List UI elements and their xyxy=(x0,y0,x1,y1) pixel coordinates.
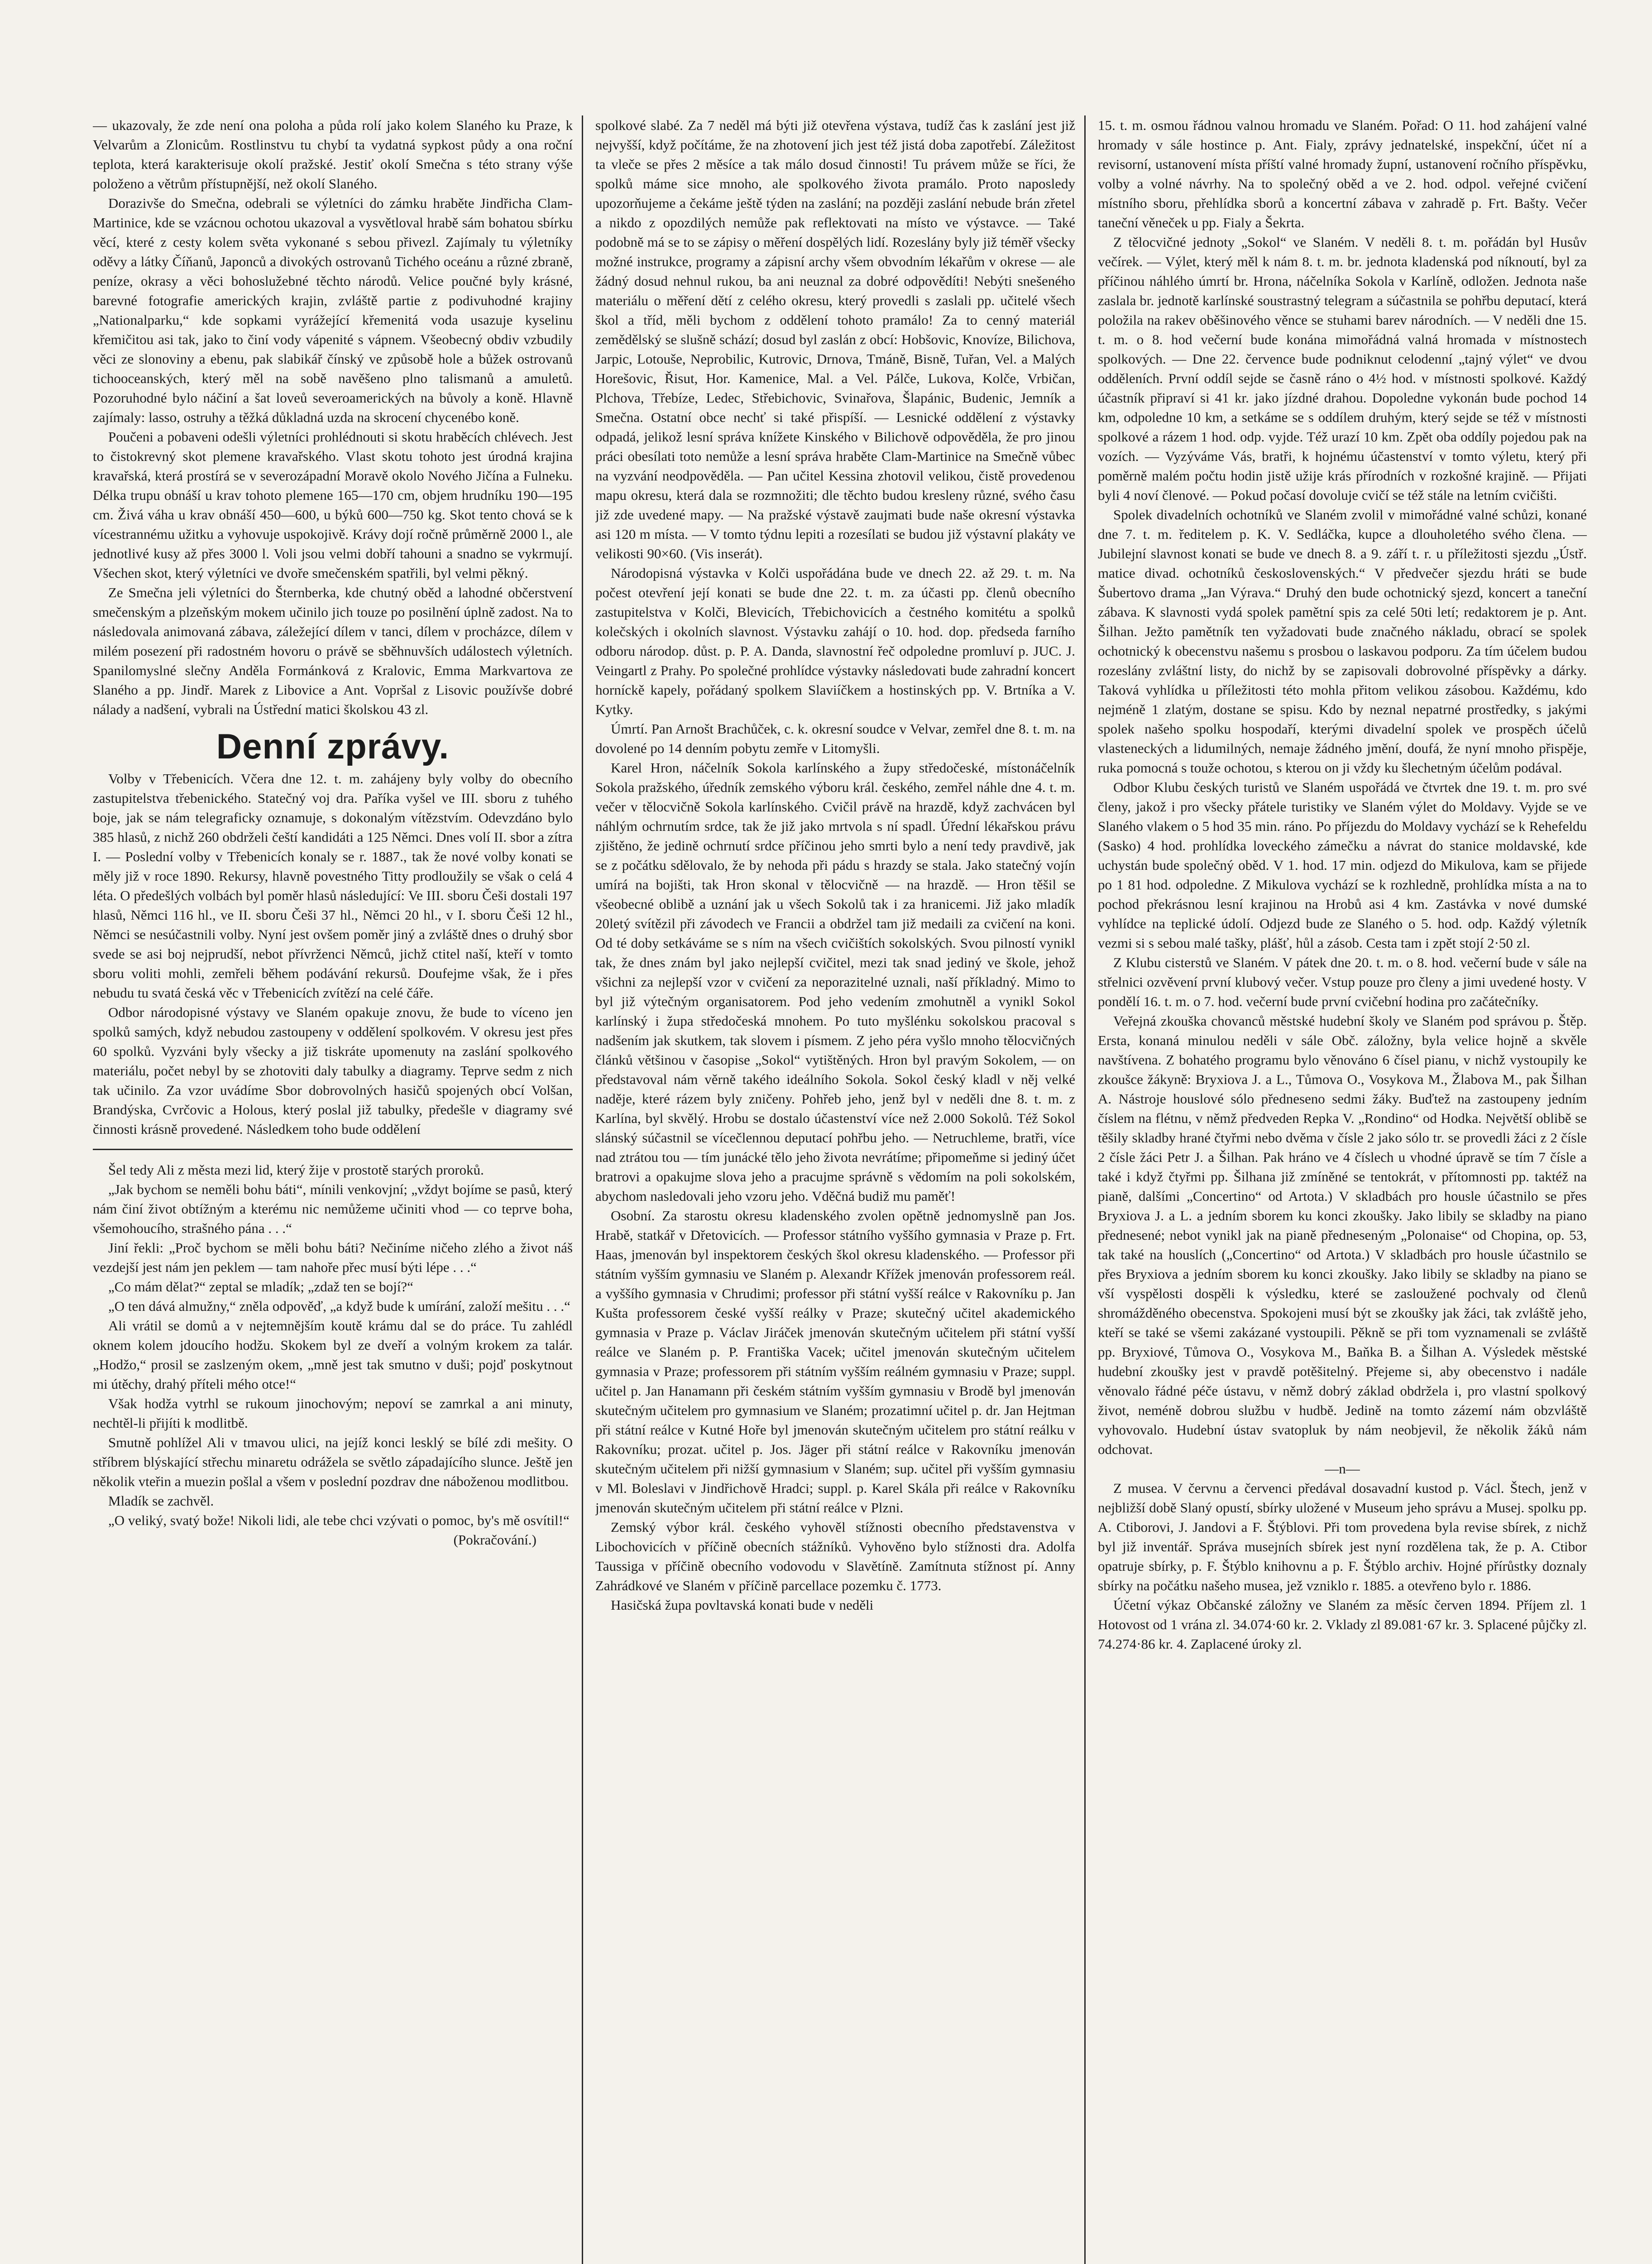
news-item-vystava: Odbor národopisné výstavy ve Slaném opakuje znovu, že bude to víceno jen spolků samých, když nebudou zastoupeny v oddělení spolkovém. V okresu jest přes 60 spolků. Vyzváni byly všecky a již tiskráte upomenuty na zaslání spolkového materiálu, počet nebyl by se zhotoviti daly tabulky a diagramy. Teprve sedm z nich tak učinilo. Za vzor uvádíme Sbor dobrovolných hasičů spojených obcí Volšan, Brandýska, Cvrčovic a Holous, který poslal již tabulky, předešle v diagramy své činnosti krásně provedené. Následkem toho bude oddělení xyxy=(93,1004,573,1137)
author-mark: —n— xyxy=(1325,1461,1360,1477)
continuation-note: (Pokračování.) xyxy=(453,1532,536,1548)
news-item-hron: Karel Hron, náčelník Sokola karlínského a župy středočeské, místonáčelník Sokola pražského, úředník zemského výboru král. českého, zemřel náhle dne 4. t. m. večer v tělocvičně Sokola karlínského. Cvičil právě na hrazdě, když zachvácen byl náhlým ochrnutím srdce, tak že již jako mrtvola s ní spadl. Úřední lékařskou právu zjištěno, že jedině ochrnutí srdce příčinou jeho smrti bylo a není tedy pravdivě, jak se z počátku sdělovalo, že by nehoda při pádu s hrazdy se stala. Jako statečný vojín umírá na bojišti, tak Hron skonal v tělocvičně — na hrazdě. — Hron těšil se všeobecné oblibě a uznání jak u všech Sokolů tak i za hranicemi. Již jako mladík 20letý svítězil při závodech ve Francii a obdržel tam již medaili za cvičení na koni. Od té doby setkáváme se s ním na všech cvičištích sokolských. Svou pilností vynikl tak, že dnes znám byl jako nejlepší cvičitel, mezi tak snad jediný ve škole, jehož všichni za nejlepší vzor v cvičení za neporazitelné uznali, naší příkladný. Mimo to byl již výtečným organisatorem. Pod jeho vedením zmohutněl a vynikl Sokol karlínský i župa středočeská mnohem. Po tuto myšlénku sokolskou pracoval s nadšením jak skutkem, tak slovem i písmem. Z jeho péra vyšlo mnoho tělocvičných článků většinou v časopise „Sokol“ vytištěných. Hron byl pravým Sokolem, — on představoval nám věrně takého ideálního Sokola. Sokol český kladl v něj velké naděje, které rázem byly zničeny. Pohřeb jeho, jenž byl v neděli dne 8. t. m. z Karlína, byl skvělý. Hrobu se dostalo účastenství více než 2.000 Sokolů. Též Sokol slánský súčastnil se vícečlennou deputací pohřbu jeho. — Netruchleme, bratři, více nad ztrátou tou — tím junácké tělo jeho života nevrátíme; připomeňme si jediný účet bratrovi a opakujme slova jeho a pracujme správně s vědomím na poli sokolském, abychom nasledovali jeho vzoru jeho. Vděčná budiž mu paměť! xyxy=(595,760,1075,1204)
article-paragraph: Dorazivše do Smečna, odebrali se výletníci do zámku hraběte Jindřicha Clam-Martinice, kde se vzácnou ochotou ukazoval a vysvětloval hrabě sám bohatou sbírku věcí, které z cesty kolem světa vykonané s sebou přivezl. Zajímaly tu výletníky oděvy a látky Číňanů, Japonců a divokých ostrovanů Tichého oceánu a různé zbraně, peníze, okrasy a věci bohoslužebné těchto národů. Velice poučné byly krásné, barevné fotografie amerických krajin, zvláště partie z podivuhodné krajiny „Nationalparku,“ kde sopkami vyrážející křemenitá voda usazuje kyselinu křemičitou asi tak, jako to činí vody vápenité s vápnem. Všeobecný obdiv vzbudily věci ze slonoviny a ebenu, pak slabikář čínský ve způsobě hole a bůžek ostrovanů tichooceanských, který měl na sobě navěšeno plno talismanů a amuletů. Pozoruhodné bylo náčiní a šat loveů severoamerických na bůvoly a koně. Hlavně zajímaly: lasso, ostruhy a těžká důkladná uzda na skrocení chycenébo koně. xyxy=(93,195,573,425)
feuilleton-paragraph: „Co mám dělat?“ zeptal se mladík; „zdaž ten se bojí?“ xyxy=(108,1279,413,1295)
newspaper-page xyxy=(93,115,1609,2264)
feuilleton-paragraph: „O ten dává almužny,“ zněla odpověď, „a když bude k umírání, založí mešitu . . .“ xyxy=(108,1298,570,1314)
news-item-cyklisti: Z Klubu cisterstů ve Slaném. V pátek dne 20. t. m. o 8. hod. večerní bude v sále na střelnici ozvěvení první klubový večer. Vstup pouze pro členy a jimi uvedené hosty. V pondělí 16. t. m. o 7. hod. večerní bude první cvičební hodina pro začátečníky. xyxy=(1098,955,1587,1009)
article-paragraph: — ukazovaly, že zde není ona poloha a půda rolí jako kolem Slaného ku Praze, k Velvarům a Zlonicům. Rostlinstvu tu chybí ta vydatná sypkost půdy a ona roční teplota, která karakterisuje okolí pražské. Jestiť okolí Smečna s této strany výše položeno a větrům přístupnější, než okolí Slaného. xyxy=(93,117,573,192)
news-item-turiste: Odbor Klubu českých turistů ve Slaném uspořádá ve čtvrtek dne 19. t. m. pro své členy, jakož i pro všecky přátele turistiky ve Slaném výlet do Moldavy. Vyjde se ve Slaného vlakem o 5 hod 35 min. ráno. Po příjezdu do Moldavy vychází se k Rehefeldu (Sasko) 4 hod. prohlídka loveckého zámečku a návrat do stanice moldavské, kde uchystán bude společný oběd. V 1. hod. 17 min. odjezd do Mikulova, kam se přijede po 1 81 hod. odpoledne. Z Mikulova vychází se k rozhledně, prohlídka místa a na to pochod překrásnou lesní krajinou na Hrobů asi 4 km. Zastávka v nové dumské vyhlídce na teplické údolí. Odjezd bude ze Slaného o 5. hod. odp. Každý výletník vezmi si s sebou malé tašky, plášť, hůl a zásob. Cesta tam i zpět stojí 2·50 zl. xyxy=(1098,779,1587,951)
feuilleton-paragraph: „O veliký, svatý bože! Nikoli lidi, ale tebe chci vzývati o pomoc, by's mě osvítil!“ xyxy=(108,1512,570,1528)
column-rule xyxy=(1084,115,1086,2264)
column-rule xyxy=(582,115,583,2264)
column-2 xyxy=(595,115,1075,2264)
news-item-hasicska-zupa: Hasičská župa povltavská konati bude v neděli xyxy=(611,1597,874,1613)
news-item-volby: Volby v Třebenicích. Včera dne 12. t. m. zahájeny byly volby do obecního zastupitelstva třebenického. Statečný voj dra. Paříka vyšel ve III. sboru z tuhého boje, jak se nám telegraficky oznamuje, s dokonalým vítězstvím. Odevzdáno bylo 385 hlasů, z nichž 260 obdrželi čeští kandidáti a 125 Němci. Dnes volí II. sbor a zítra I. — Poslední volby v Třebenicích konaly se r. 1887., tak že nové volby konati se měly již v roce 1890. Rekursy, hlavně povestného Titty prodloužily se však o celá 4 léta. O předešlých volbách byl poměr hlasů následující: Ve III. sboru Češi dostali 197 hlasů, Němci 116 hl., ve II. sboru Češi 37 hl., Němci 20 hl., v I. sboru Češi 12 hl., Němci se nesúčastnili volby. Nyní jest ovšem poměr jiný a zvláště dnes o druhý sbor svede se asi boj nejprudší, nebot přívrženci Němců, jichž ctitel naší, kteří v tomto sboru voliti mohli, zemřeli během podávání rekursů. Doufejme však, že i přes nebudu tu svatá česká věc v Třebenicích zvítězí na celé čáře. xyxy=(93,771,573,1001)
feuilleton-paragraph: Jiní řekli: „Proč bychom se měli bohu báti? Nečiníme ničeho zlého a život náš vezdejší jest nám jen peklem — tam nahoře přec musí býti lépe . . .“ xyxy=(93,1240,573,1275)
news-item-zemsky-vybor: Zemský výbor král. českého vyhověl stížnosti obecního představenstva v Libochovicích v příčině obecních stážníků. Vyhověno bylo stížnosti dra. Adolfa Taussiga v příčině obecního vodovodu v Slavětíně. Zamítnuta stížnost pí. Anny Zahrádkové ve Slaném v příčině parcellace pozemku č. 1773. xyxy=(595,1519,1075,1593)
section-title: Denní zprávy. xyxy=(216,726,450,766)
feuilleton-paragraph: Smutně pohlížel Ali v tmavou ulici, na jejíž konci lesklý se bílé zdi mešity. O stříbrem blýskající střechu minaretu odrážela se světlo západajícího slunce. Ještě jen několik vteřin a muezin pošlal a všem v poslední pozdrav dne náboženou modlitbou. xyxy=(93,1434,573,1489)
feuilleton-paragraph: Šel tedy Ali z města mezi lid, který žije v prostotě starých proroků. xyxy=(108,1162,484,1178)
article-paragraph: Poučeni a pobaveni odešli výletníci prohlédnouti si skotu hraběcích chlévech. Jest to čistokrevný skot plemene kravařského. Vlast skotu tohoto jest úrodná krajina kravařská, která prostírá se v severozápadní Moravě okolo Nového Jičína a Fulneku. Délka trupu obnáší u krav tohoto plemene 165—170 cm, objem hrudníku 190—195 cm. Živá váha u krav obnáší 450—600, u býků 600—750 kg. Skot tento chová se k vícestrannému užitku a vyhovuje uspokojivě. Krávy dojí ročně průměrně 2000 l., ale jednotlivé kusy až přes 3000 l. Voli jsou velmi dobří tahouni a snadno se vykrmují. Všechen skot, který výletníci ve dvoře smečenském spatřili, byl velmi pěkný. xyxy=(93,429,573,581)
feuilleton-divider xyxy=(93,1149,573,1150)
news-item-umrti: Úmrtí. Pan Arnošt Brachůček, c. k. okresní soudce v Velvar, zemřel dne 8. t. m. na dovolené po 14 denním pobytu zemře v Litomyšli. xyxy=(595,721,1075,756)
feuilleton-paragraph: Však hodža vytrhl se rukoum jinochovým; nepoví se zamrkal a ani minuty, nechtěl-li přijíti k modlitbě. xyxy=(93,1396,573,1431)
column-3 xyxy=(1098,115,1587,2264)
column-1 xyxy=(93,115,573,2264)
news-item-ochotnici: Spolek divadelních ochotníků ve Slaném zvolil v mimořádné valné schůzi, konané dne 7. t. m. ředitelem p. K. V. Sedláčka, kupce a dlouholetého svého člena. — Jubilejní slavnost konati se bude ve dnech 8. a 9. září t. r. u příležitosti sjezdu „Ústř. matice divad. ochotníků československých.“ V předvečer sjezdu hráti se bude Šubertovo drama „Jan Výrava.“ Druhý den bude ochotnický sjezd, koncert a taneční zábava. K slavnosti vydá spolek pamětní spis za celé 50ti letí; redaktorem je p. Ant. Šilhan. Ježto pamětník ten vyžadovati bude značného nákladu, obrací se spolek ochotnický k obecenstvu našemu s prosbou o laskavou podporu. Za tím účelem budou rozeslány zvláštní listy, do nichž by se zapisovali dobrovolné příspěvky a dárky. Taková vyhlídka u příležitosti této mohla přitom velikou zásobou. Každému, kdo nejméně 1 zlatým, dostane se spisu. Kdo by neznal nepatrné prostředky, s jakými spolek našeho spolku hospodaří, kterými divadelní spolek ve prospěch účelů vlasteneckých a lidumilných, nemaje žádného jmění, doufá, že nyní mnoho přispěje, ruka pomocná s touže ochotou, s kterou on ji vždy ku šlechetným účelům podával. xyxy=(1098,507,1587,776)
news-item-zalozna: Účetní výkaz Občanské záložny ve Slaném za měsíc červen 1894. Příjem zl. 1 Hotovost od 1 vrána zl. 34.074·60 kr. 2. Vklady zl 89.081·67 kr. 3. Splacené půjčky zl. 74.274·86 kr. 4. Zaplacené úroky zl. xyxy=(1098,1597,1587,1652)
article-paragraph: spolkové slabé. Za 7 neděl má býti již otevřena výstava, tudíž čas k zaslání jest již nejvyšší, když počítáme, že na zhotovení jich jest též jistá doba zapotřebí. Záležitost ta vleče se přes 2 měsíce a tak málo dosud činnosti! Tu právem může se říci, že spolků máme sice mnoho, ale spolkového života pramálo. Proto naposledy upozorňujeme a čekáme ještě týden na zaslání; na později zaslání nebude brán zřetel a nikdo z opozdilých nemůže pak reflektovati na místo ve výstavce. — Také podobně má se to se zápisy o měření dospělých lidí. Rozeslány byly již téměř všecky možné instrukce, programy a zápisní archy všem obvodním lékařům v okrese — ale žádný dosud nehnul rukou, ba ani neuznal za dobré odpovědíti! Nebýti snešeného materiálu o měření dětí z celého okresu, který provedli s zaslali pp. učitelé všech škol a tříd, měli bychom z oddělení tohoto pramálo! Za to cenný materiál zemědělský se slušně schází; dosud byl zaslán z obcí: Hobšovic, Knovíze, Bilichova, Jarpic, Lotouše, Neprobilic, Kutrovic, Drnova, Tmáně, Bisně, Tuřan, Vel. a Malých Horešovic, Řisut, Hor. Kamenice, Mal. a Vel. Pálče, Lukova, Kolče, Vrbičan, Plchova, Třebíze, Ledec, Střebichovic, Svinařova, Šlapánic, Budenic, Jemník a Smečna. Ostatní obce nechť si také přispíší. — Lesnické oddělení z výstavky odpadá, jelikož lesní správa knížete Kinského v Bilichově odpověděla, že pro jinou práci obesílati toto nemůže a lesní správa hraběte Clam-Martinice na Smečně vůbec na vyzvání neodpověděla. — Pan učitel Kessina zhotovil velikou, čistě provedenou mapu okresu, která dala se rozmnožiti; dle těchto budou kresleny různé, svého času již zde uvedené mapy. — Na pražské výstavě zaujmati bude naše okresní výstavka asi 120 m místa. — V tomto týdnu lepiti a rozesílati se budou již výstavní plakáty ve velikosti 90×60. (Vis inserát). xyxy=(595,117,1075,561)
feuilleton-paragraph: „Jak bychom se neměli bohu báti“, mínili venkovjní; „vždyt bojíme se pasů, který nám činí život obtížným a kterému nic nemůžeme učiniti vhod — co teprve boha, všemohoucího, strašného pána . . .“ xyxy=(93,1181,573,1236)
feuilleton-paragraph: Mladík se zachvěl. xyxy=(108,1493,214,1509)
news-item-hudebni-skola: Veřejná zkouška chovanců městské hudební školy ve Slaném pod správou p. Štěp. Ersta, konaná minulou neděli v sále Obč. záložny, byla velice hojně a skvěle navštívena. Z bohatého programu bylo věnováno 6 čísel pianu, v nichž vystoupily ke zkoušce žákyně: Bryxiova J. a L., Tůmova O., Vosykova M., Žlabova M., pak Šilhan A. Nástroje houslové sólo předneseno sedmi žáky. Buďtež na zastoupeny jedním číslem na flétnu, v němž předveden Repka V. „Rondino“ od Hodka. Největší oblibě se těšily skladby hrané čtyřmi nebo dvěma v čísle 2 jako sólo tr. se provedli žáci z 2 čísle 2 čísle žáci Petr J. a Šilhan. Pak hráno ve 4 číslech u vhodné úpravě se tím 7 čísle a také i když čtyřmi pp. Šilhana již zmíněné se tentokrát, v přítomnosti pp. taktéž na pianě, dalšími „Concertino“ od Artota.) V skladbách pro housle účastnilo se přes Bryxiova J. a L. a jedním sborem ku konci zkoušky. Jako libily se skladby na piano přednesené; nebot vynikl jak na pianě předneseným „Polonaise“ od Chopina, op. 53, tak také na houslích („Concertino“ od Artota.) V skladbách pro housle účastnilo se přes Bryxiova a jedním sborem ku konci zkoušky. Jako libily se skladby na piano se vší vyspělosti dospěli k výsledku, které se zasloužené pochvaly od členů shromážděného obecenstva. Spokojeni musí být se zkoušky jak žáci, tak zvláště jeho, kteří se také se všemi zakázané vystoupili. Pěkně se při tom vyznamenali se zvláště pp. Bryxiové, Tůmova O., Vosykova M., Baňka B. a Šilhan A. Výsledek městské hudební zkoušky jest v pravdě potěšitelný. Přejeme si, aby obecenstvo i nadále věnovalo řádné péče ústavu, v němž dobrý základ obdržela i, pro vlastní spolkový život, neméně dobrou službu v hudbě. Jedině na tomto zázemí nám obzvláště vyhovovalo. Hudební ústav svatopluk by nám neobjevil, že několik žáků nám odchovat. xyxy=(1098,1013,1587,1457)
news-item-kolec: Národopisná výstavka v Kolči uspořádána bude ve dnech 22. až 29. t. m. Na počest otevření její konati se bude dne 22. t. m. za účasti pp. členů obecního zastupitelstva v Kolči, Blevicích, Třebichovicích a čestného komitétu a spolků kolečských i okolních slavnost. Výstavku zahájí o 10. hod. dop. předseda farního odboru národop. důst. p. P. A. Danda, slavnostní řeč odpoledne promluví p. JUC. J. Veingartl z Prahy. Po společné prohlídce výstavky následovati bude zahradní koncert horníckě kapely, pořádaný spolkem Slaviíčkem a hostinských pp. V. Brtníka a V. Kytky. xyxy=(595,565,1075,717)
article-paragraph: Ze Smečna jeli výletníci do Šternberka, kde chutný oběd a lahodné občerstvení smečenským a plzeňským mokem učinilo jich touze po posilnění úplně zadost. Na to následovala animovaná zábava, záležející dílem v tanci, dílem v procházce, dílem v milém posezení při radostném hovoru o právě se sběhnuvších událostech výletních. Spanilomyslné slečny Anděla Formánková z Kralovic, Emma Markvartova ze Slaného a pp. Jindř. Marek z Libovice a Ant. Vopršal z Lisovic používše dobré nálady a nadšení, vybrali na Ústřední matici školskou 43 zl. xyxy=(93,585,573,717)
news-item-sokol: Z tělocvičné jednoty „Sokol“ ve Slaném. V neděli 8. t. m. pořádán byl Husův večírek. — Výlet, který měl k nám 8. t. m. br. jednota kladenská pod níknoutí, byl za příčinou náhlého úmrtí br. Hrona, náčelníka Sokola v Karlíně, odložen. Jednota naše zaslala br. jednotě karlínské soustrastný telegram a súčastnila se pohřbu deputací, která položila na rakev oběšinového věnce se stuhami barev národních. — V neděli dne 15. t. m. o 8. hod večerní bude konána mimořádná valná hromada v místnostech spolkových. — Dne 22. července bude podniknut celodenní „tajný výlet“ ve dvou odděleních. První oddíl sejde se časně ráno o 4½ hod. v místnosti spolkové. Každý účastník připraví si 41 kr. jako jízdné drahou. Dopoledne vykonán bude pochod 14 km, odpoledne 10 km, a setkáme se s oddílem druhým, který sejde se též v místnosti spolkové a rázem 1 hod. odp. vyjde. Též urazí 10 km. Zpět oba oddíly pojedou pak na vozích. — Vyzýváme Vás, bratři, k hojnému účastenství v tomto výletu, který při poměrně malém počtu hodin jistě užije krás přírodních v rozkošné krajině. — Přijati byli 4 noví členové. — Pokud počasí dovoluje cvičí se též stále na letním cvičišti. xyxy=(1098,234,1587,503)
feuilleton-paragraph: Ali vrátil se domů a v nejtemnějším koutě krámu dal se do práce. Tu zahlédl oknem kolem jdoucího hodžu. Skokem byl ze dveří a volným krokem za talár. „Hodžo,“ prosil se zaslzeným okem, „mně jest tak smutno v duši; pojď poskytnout mi útěchy, drahý příteli mého otce!“ xyxy=(93,1318,573,1392)
news-item-museum: Z musea. V červnu a červenci předával dosavadní kustod p. Václ. Štech, jenž v nejbližší době Slaný opustí, sbírky uložené v Museum jeho správu a Musej. spolku pp. A. Ctiborovi, J. Jandovi a F. Štýblovi. Při tom provedena byla revise sbírek, z nichž byl již inventář. Správa musejních sbírek jest nyní rozdělena tak, že p. A. Ctibor opatruje sbírky, p. F. Štýblo knihovnu a p. F. Štýblo archiv. Hojné přírůstky doznaly sbírky na počátku našeho musea, jež vzniklo r. 1885. a otevřeno bylo r. 1886. xyxy=(1098,1480,1587,1593)
news-item-osobni: Osobní. Za starostu okresu kladenského zvolen opětně jednomyslně pan Jos. Hrabě, statkář v Dřetovicích. — Professor státního vyššího gymnasia v Praze p. Frt. Haas, jmenován byl inspektorem českých škol okresu kladenského. — Professor při státním vyšším gymnasiu ve Slaném p. Alexandr Křížek jmenován professorem reál. a vyššího gymnasia v Chrudimi; professor při státní vyšší reálce v Rakovníku p. Jan Kušta professorem české vyšší reálky v Praze; skutečný učitel akademického gymnasia v Praze p. Václav Jiráček jmenován skutečným učitelem při státní vyšší reálce ve Slaném p. P. Františka Vacek; učitel jmenován skutečným učitelem gymnasia v Praze; professorem při státním vyšším reálném gymnasiu v Praze; suppl. učitel p. Jan Hanamann při českém státním vyšším gymnasiu v Brodě byl jmenován skutečným učitelem pro gymnasium ve Slaném; prozatimní učitel p. dr. Jan Hejtman při státní reálce v Kutné Hoře byl jmenován skutečným učitelem pro státní reálku v Rakovníku; prozat. učitel p. Jos. Jäger při státní reálce v Rakovníku jmenován skutečným učitelem při nižší gymnasium v Slaném; sup. učitel při vyšším gymnasiu v Ml. Boleslavi v Jindřichově Hradci; suppl. p. Karel Skála při reálce v Rakovníku jmenován skutečným učitelem při státní reálce v Plzni. xyxy=(595,1208,1075,1516)
article-paragraph: 15. t. m. osmou řádnou valnou hromadu ve Slaném. Pořad: O 11. hod zahájení valné hromady v sále hostince p. Ant. Fialy, zprávy jednatelské, inspekční, účet ní a revisorní, ustanovení místa příští valné hromady župní, ustanovení ročního příspěvku, volby a volné návrhy. Na to společný oběd a ve 2. hod. odpol. veřejné cvičení místního sboru, přehlídka sborů a koncertní zábava v zahradě p. Frt. Bašty. Večer taneční věneček u pp. Fialy a Šekrta. xyxy=(1098,117,1587,230)
